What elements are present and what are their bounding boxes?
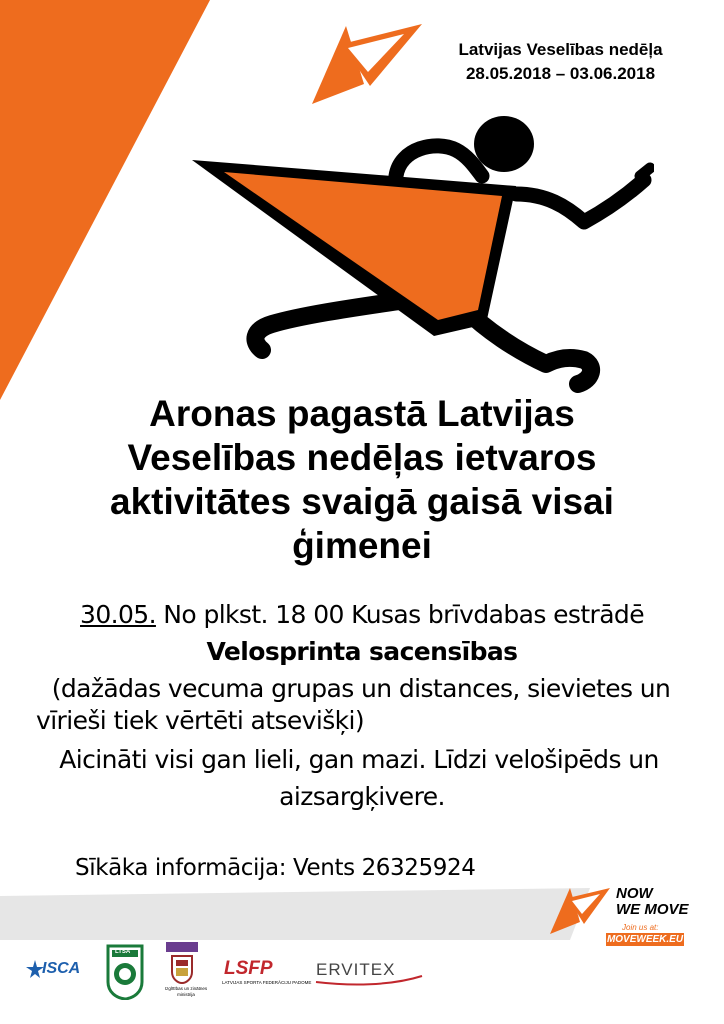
ministry-logo — [158, 942, 224, 1008]
now-we-move-text — [616, 886, 689, 918]
event-name: Velosprinta sacensības — [206, 637, 518, 666]
ministry-caption-line-2: ministrija — [177, 992, 195, 997]
now-text: NOW — [616, 885, 653, 902]
grey-footer-band — [0, 888, 590, 940]
event-date: 30.05. — [80, 600, 156, 629]
event-date-line — [0, 600, 724, 630]
isca-text: ISCA — [42, 960, 81, 977]
poster-title — [40, 392, 684, 568]
now-we-move-logo — [548, 880, 718, 960]
moveweek-logo-icon — [308, 24, 424, 106]
running-man-icon — [186, 110, 654, 400]
isca-logo — [26, 958, 96, 982]
lsfp-logo — [222, 958, 312, 992]
orange-arrow-logo-icon — [548, 886, 612, 936]
lsfp-caption: LATVIJAS SPORTA FEDERĀCIJU PADOME — [222, 980, 312, 985]
title-line-4: ģimenei — [292, 525, 432, 566]
lsfp-text: LSFP — [224, 958, 273, 979]
event-time-place: No plkst. 18 00 Kusas brīvdabas estrādē — [163, 600, 644, 629]
title-line-1: Aronas pagastā Latvijas — [149, 393, 575, 434]
event-invite-line-2: aizsargķivere. — [279, 782, 445, 811]
event-dates: 28.05.2018 – 03.06.2018 — [465, 64, 656, 83]
ervitex-text: ERVITEX — [316, 960, 396, 979]
ervitex-logo — [310, 956, 426, 988]
event-details-line-1: (dažādas vecuma grupas un distances, sievietes un — [51, 674, 671, 703]
event-invite-line-1: Aicināti visi gan lieli, gan mazi. Līdzi velošipēds un — [59, 745, 659, 774]
ministry-caption — [158, 986, 214, 998]
ltsa-logo — [106, 944, 144, 1000]
event-details-line-2: vīrieši tiek vērtēti atsevišķi) — [36, 706, 365, 735]
ltsa-text: LTSA — [115, 949, 131, 955]
orange-corner-triangle — [0, 0, 210, 400]
contact-info: Sīkāka informācija: Vents 26325924 — [75, 855, 476, 881]
ministry-caption-line-1: Izglītības un zinātnes — [164, 986, 208, 991]
event-name-heading: Latvijas Veselības nedēļa — [458, 40, 663, 59]
moveweek-url-badge[interactable]: MOVEWEEK.EU — [606, 934, 684, 945]
join-us-label: Join us at: — [622, 923, 659, 932]
coat-of-arms-icon — [168, 954, 196, 984]
we-move-text: WE MOVE — [616, 901, 689, 918]
title-line-2: Veselības nedēļas ietvaros — [127, 437, 597, 478]
ministry-color-bar — [166, 942, 198, 952]
title-line-3: aktivitātes svaigā gaisā visai — [110, 481, 614, 522]
